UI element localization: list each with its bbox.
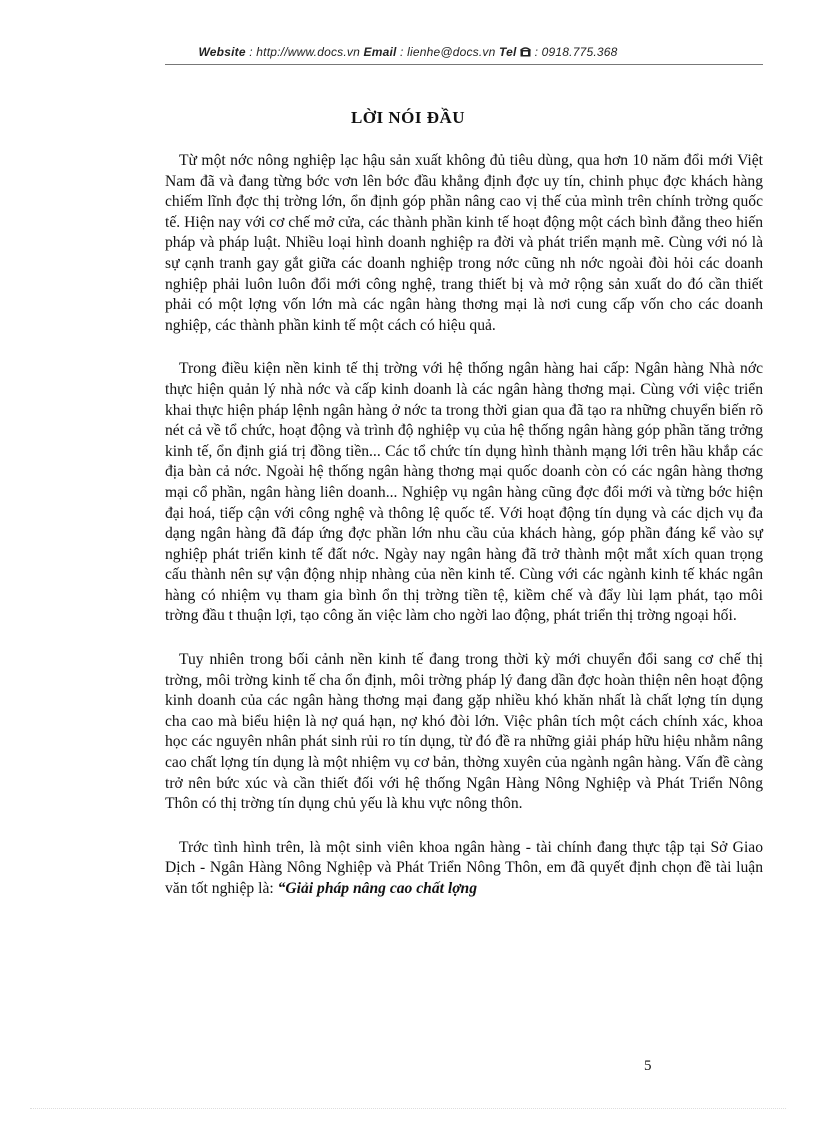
page-number: 5 <box>644 1058 652 1074</box>
page-title: LỜI NÓI ĐẦU <box>350 108 466 127</box>
page-header <box>0 45 816 59</box>
document-body <box>165 151 763 923</box>
email-value: : lienhe@docs.vn <box>396 45 496 59</box>
tel-value: : 0918.775.368 <box>531 45 618 59</box>
phone-icon <box>520 47 531 57</box>
paragraph-4-text: Trớc tình hình trên, là một sinh viên khoa ngân hàng - tài chính đang thực tập tại Sở Giao Dịch - Ngân Hàng Nông Nghiệp và Phát Triển Nông Thôn, em đã quyết định chọn đề tài luận văn tốt nghiệp là: <box>165 838 763 897</box>
website-value: : http://www.docs.vn <box>245 45 360 59</box>
website-label: Website <box>198 45 246 59</box>
paragraph-3: Tuy nhiên trong bối cảnh nền kinh tế đang trong thời kỳ mới chuyển đổi sang cơ chế thị trờng, môi trờng kinh tế cha ổn định, môi trờng pháp lý đang dần đợc hoàn thiện nên hoạt động kinh doanh của các ngân hàng thơng mại đang gặp nhiều khó khăn nhất là chất lợng tín dụng cha cao mà biểu hiện là nợ quá hạn, nợ khó đòi lớn. Việc phân tích một cách chính xác, khoa học các nguyên nhân phát sinh rủi ro tín dụng, từ đó đề ra những giải pháp hữu hiệu nhằm nâng cao chất lợng tín dụng là một nhiệm vụ cơ bản, thờng xuyên của ngành ngân hàng. Vấn đề càng trở nên bức xúc và cần thiết đối với hệ thống Ngân Hàng Nông Nghiệp và Phát Triển Nông Thôn có thị trờng tín dụng chủ yếu là khu vực nông thôn. <box>165 651 763 813</box>
paragraph-1: Từ một nớc nông nghiệp lạc hậu sản xuất không đủ tiêu dùng, qua hơn 10 năm đổi mới Việt Nam đã và đang từng bớc vơn lên bớc đầu khẳng định đợc uy tín, chinh phục đợc khách hàng chiếm lĩnh đợc thị trờng lớn, ổn định góp phần nâng cao vị thế của mình trên chính trờng quốc tế. Hiện nay với cơ chế mở cửa, các thành phần kinh tế hoạt động một cách bình đẳng theo hiến pháp và pháp luật. Nhiều loại hình doanh nghiệp ra đời và phát triển mạnh mẽ. Cùng với nó là sự cạnh tranh gay gắt giữa các doanh nghiệp trong nớc cũng nh nớc ngoài đòi hỏi các doanh nghiệp phải luôn luôn đổi mới công nghệ, trang thiết bị và mở rộng sản xuất do đó cần thiết phải có một lợng vốn lớn mà các ngân hàng thơng mại là nơi cung cấp vốn cho các doanh nghiệp, các thành phần kinh tế một cách có hiệu quả. <box>165 152 763 334</box>
email-label: Email <box>363 45 397 59</box>
footer-divider <box>30 1108 786 1109</box>
paragraph-4 <box>165 838 763 900</box>
paragraph-2: Trong điều kiện nền kinh tế thị trờng với hệ thống ngân hàng hai cấp: Ngân hàng Nhà nớc thực hiện quản lý nhà nớc và cấp kinh doanh là các ngân hàng thơng mại. Cùng với việc triển khai thực hiện pháp lệnh ngân hàng ở nớc ta trong thời gian qua đã tạo ra những chuyển biến rõ nét cả về tổ chức, hoạt động và trình độ nghiệp vụ của hệ thống ngân hàng góp phần tăng trởng kinh tế, ổn định giá trị đồng tiền... Các tổ chức tín dụng hình thành mạng lới trên hầu khắp các địa bàn cả nớc. Ngoài hệ thống ngân hàng thơng mại quốc doanh còn có các ngân hàng thơng mại cổ phần, ngân hàng liên doanh... Nghiệp vụ ngân hàng cũng đợc đổi mới và từng bớc hiện đại hoá, tiếp cận với công nghệ và thông lệ quốc tế. Với hoạt động tín dụng và các dịch vụ đa dạng ngân hàng đã đáp ứng đợc phần lớn nhu cầu của khách hàng, góp phần đáng kể vào sự nghiệp phát triển kinh tế đất nớc. Ngày nay ngân hàng đã trở thành một mắt xích quan trọng cấu thành nên sự vận động nhịp nhàng của nền kinh tế. Cùng với các ngành kinh tế khác ngân hàng có nhiệm vụ tham gia bình ổn thị trờng tiền tệ, kiềm chế và đẩy lùi lạm phát, tạo môi trờng đầu t thuận lợi, tạo công ăn việc làm cho ngời lao động, phát triển thị trờng ngoại hối. <box>165 360 763 625</box>
header-divider <box>165 64 763 65</box>
tel-label: Tel <box>499 45 517 59</box>
thesis-title-emphasis: “Giải pháp nâng cao chất lợng <box>277 880 478 897</box>
